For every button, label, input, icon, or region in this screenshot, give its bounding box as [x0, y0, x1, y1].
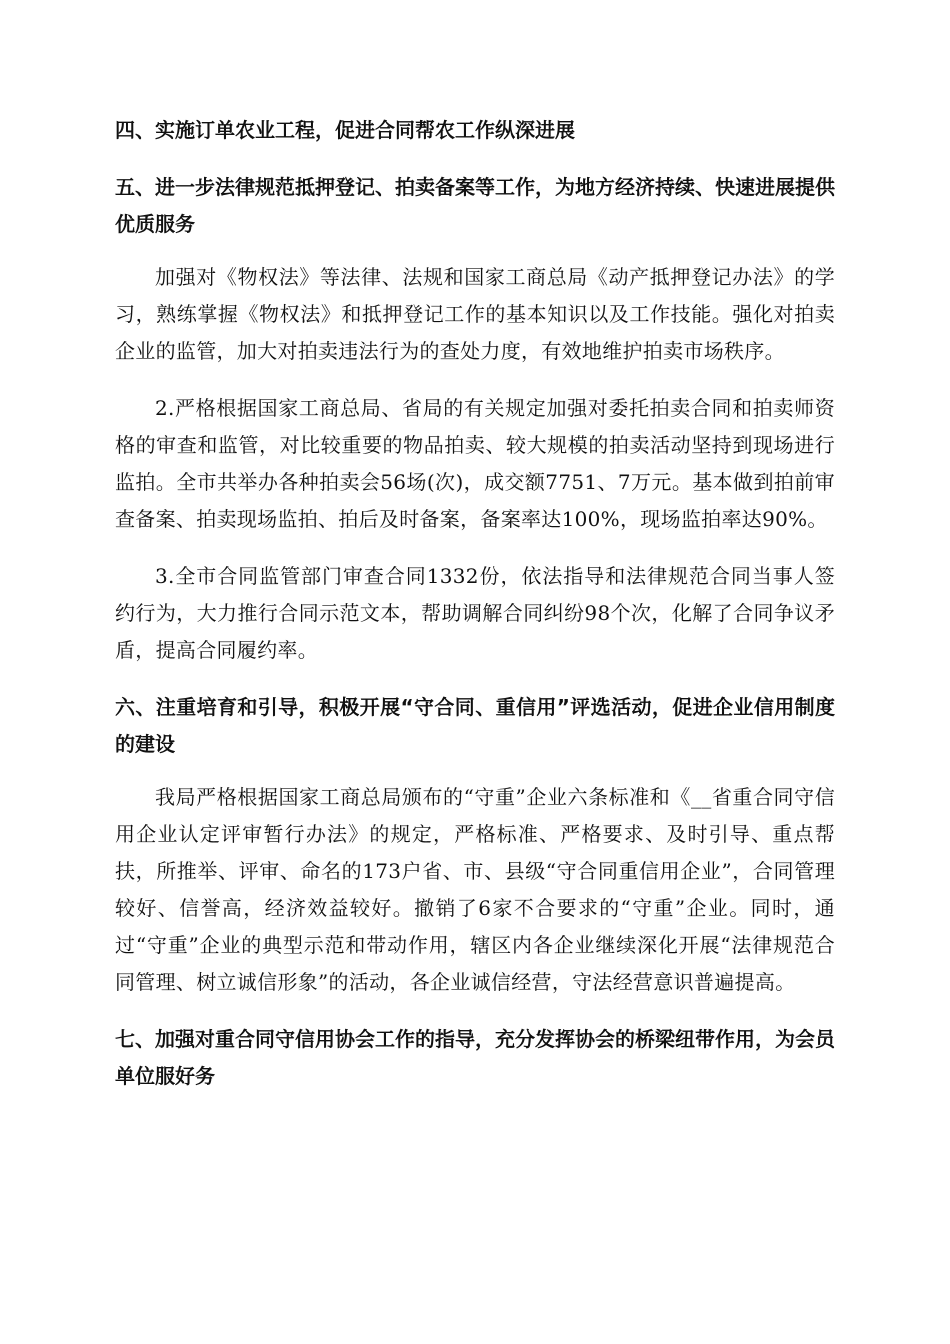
paragraph-5-1: 加强对《物权法》等法律、法规和国家工商总局《动产抵押登记办法》的学习，熟练掌握《物权法》和抵押登记工作的基本知识以及工作技能。强化对拍卖企业的监管，加大对拍卖违法行为的查处力度，有效地维护拍卖市场秩序。	[115, 265, 835, 363]
section-heading-5: 五、进一步法律规范抵押登记、拍卖备案等工作，为地方经济持续、快速进展提供优质服务	[115, 175, 835, 236]
paragraph-6-1: 我局严格根据国家工商总局颁布的“守重”企业六条标准和《__省重合同守信用企业认定评审暂行办法》的规定，严格标准、严格要求、及时引导、重点帮扶，所推举、评审、命名的173户省、市、县级“守合同重信用企业”，合同管理较好、信誉高，经济效益较好。撤销了6家不合要求的“守重”企业。同时，通过“守重”企业的典型示范和带动作用，辖区内各企业继续深化开展“法律规范合同管理、树立诚信形象”的活动，各企业诚信经营，守法经营意识普遍提高。	[115, 785, 835, 994]
section-heading-4: 四、实施订单农业工程，促进合同帮农工作纵深进展	[115, 118, 575, 142]
document-page	[115, 112, 835, 1095]
paragraph-5-2: 2.严格根据国家工商总局、省局的有关规定加强对委托拍卖合同和拍卖师资格的审查和监管，对比较重要的物品拍卖、较大规模的拍卖活动坚持到现场进行监拍。全市共举办各种拍卖会56场(次)，成交额7751、7万元。基本做到拍前审查备案、拍卖现场监拍、拍后及时备案，备案率达100%，现场监拍率达90%。	[115, 396, 835, 531]
paragraph-5-3: 3.全市合同监管部门审查合同1332份，依法指导和法律规范合同当事人签约行为，大力推行合同示范文本，帮助调解合同纠纷98个次，化解了合同争议矛盾，提高合同履约率。	[115, 564, 835, 662]
section-heading-7: 七、加强对重合同守信用协会工作的指导，充分发挥协会的桥梁纽带作用，为会员单位服好务	[115, 1027, 835, 1088]
section-heading-6: 六、注重培育和引导，积极开展“守合同、重信用”评选活动，促进企业信用制度的建设	[115, 695, 835, 756]
